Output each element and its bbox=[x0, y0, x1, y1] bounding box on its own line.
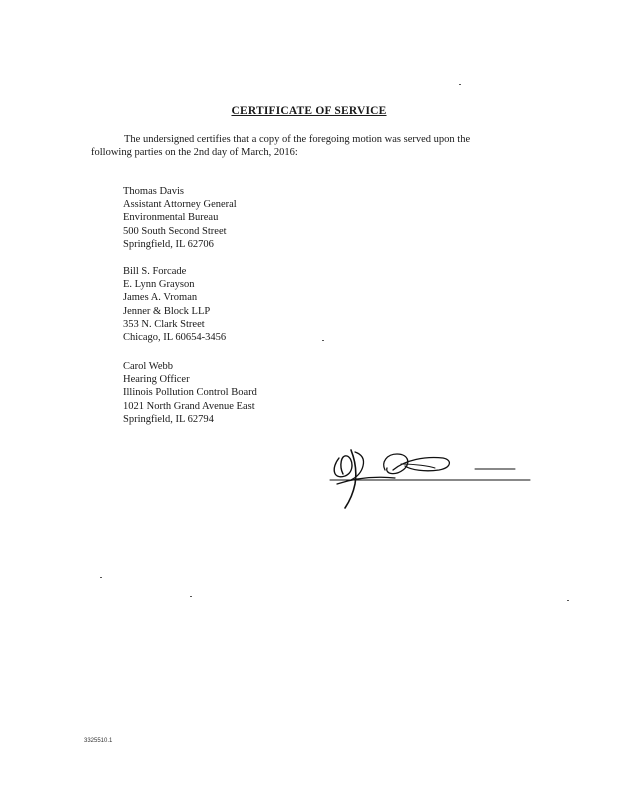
address-line: Carol Webb bbox=[123, 361, 173, 372]
address-line: Environmental Bureau bbox=[123, 212, 219, 224]
address-line: E. Lynn Grayson bbox=[123, 279, 195, 291]
address-line: Illinois Pollution Control Board bbox=[123, 387, 257, 399]
address-line: 500 South Second Street bbox=[123, 225, 227, 237]
address-line: Hearing Officer bbox=[123, 374, 190, 386]
recipient-block-jenner-block bbox=[123, 265, 226, 344]
address-line: Jenner & Block LLP bbox=[123, 305, 211, 317]
address-line: James A. Vroman bbox=[123, 292, 198, 304]
signature bbox=[325, 440, 540, 515]
scan-speck bbox=[567, 600, 569, 601]
document-title: CERTIFICATE OF SERVICE bbox=[231, 105, 387, 117]
footer-document-code: 3325510.1 bbox=[84, 738, 113, 744]
address-line: 353 N. Clark Street bbox=[123, 318, 205, 330]
scan-speck bbox=[190, 596, 192, 597]
address-line: Chicago, IL 60654-3456 bbox=[123, 332, 227, 344]
intro-line-1: The undersigned certifies that a copy of the foregoing motion was served upon the bbox=[124, 134, 471, 145]
address-line: Thomas Davis bbox=[123, 186, 184, 197]
scan-speck bbox=[100, 577, 102, 578]
address-line: Bill S. Forcade bbox=[123, 266, 187, 277]
address-line: Springfield, IL 62706 bbox=[123, 238, 214, 250]
intro-paragraph bbox=[91, 133, 521, 159]
recipient-block-webb bbox=[123, 360, 257, 426]
scan-speck bbox=[459, 84, 461, 85]
address-line: Assistant Attorney General bbox=[123, 199, 237, 211]
address-line: 1021 North Grand Avenue East bbox=[123, 400, 255, 412]
address-line: Springfield, IL 62794 bbox=[123, 413, 214, 425]
intro-line-2: following parties on the 2nd day of March, 2016: bbox=[91, 147, 298, 158]
recipient-block-davis bbox=[123, 185, 237, 251]
scan-speck bbox=[322, 340, 324, 341]
